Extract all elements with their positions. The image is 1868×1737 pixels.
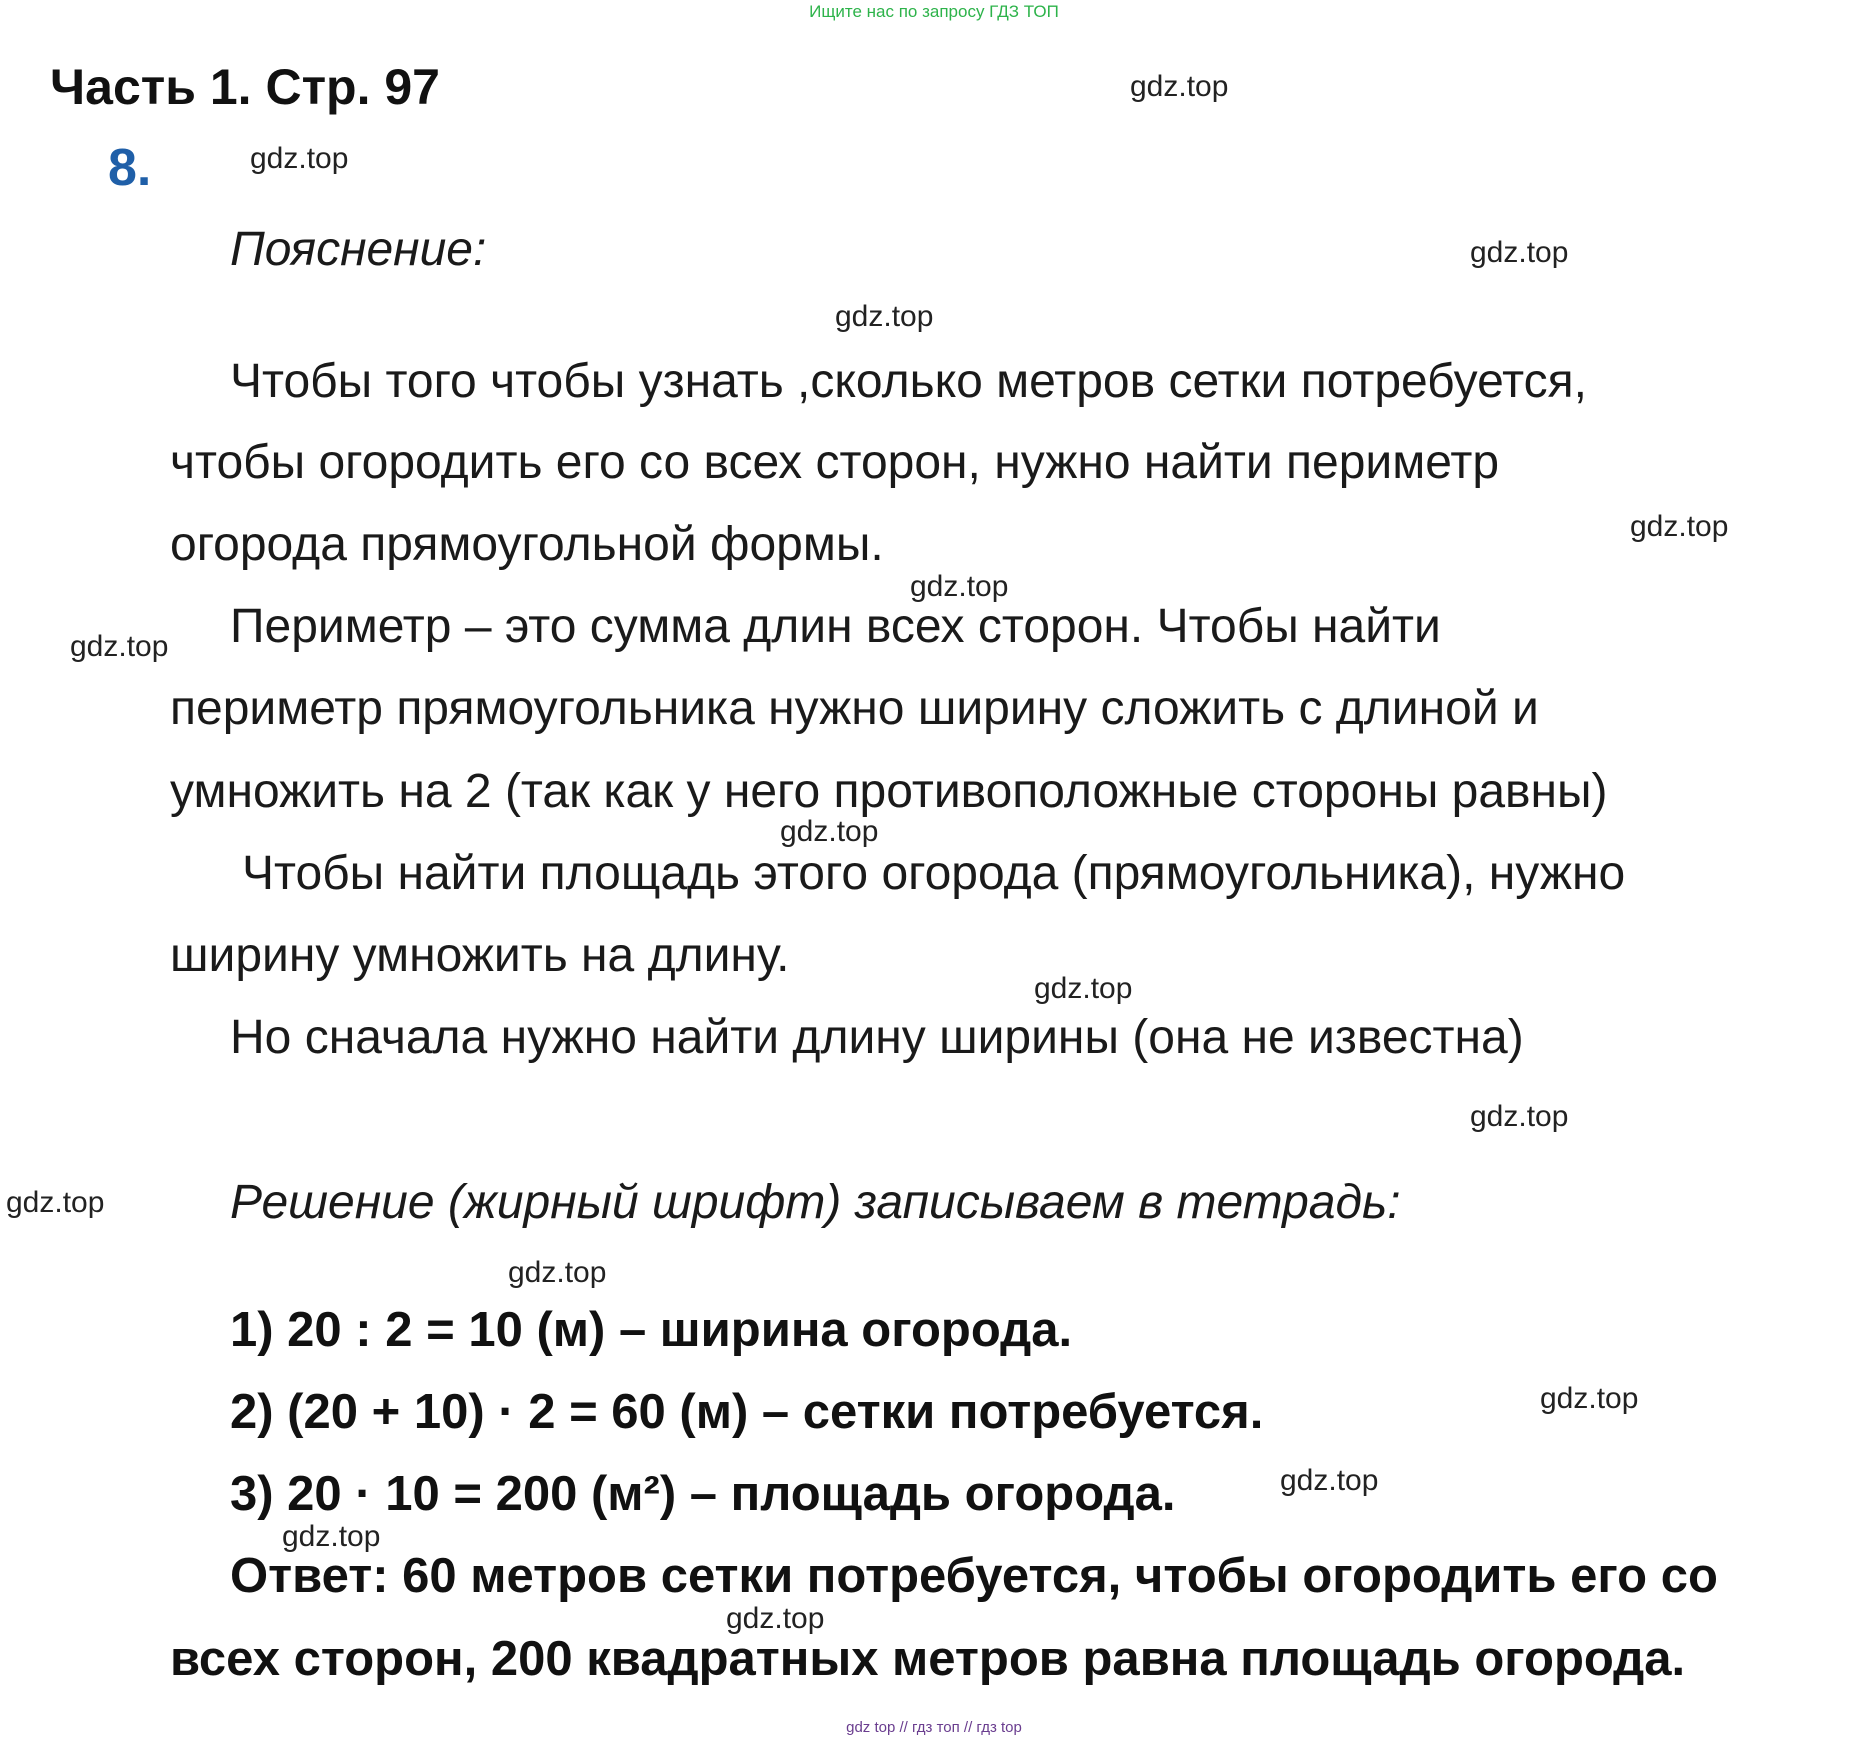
watermark: gdz.top	[6, 1186, 105, 1219]
footer-links: gdz top // гдз топ // гдз top	[846, 1719, 1022, 1736]
watermark: gdz.top	[282, 1520, 381, 1553]
watermark: gdz.top	[250, 142, 349, 175]
watermark: gdz.top	[1540, 1382, 1639, 1415]
top-banner: Ищите нас по запросу ГДЗ ТОП	[809, 2, 1059, 21]
solution-step: 2) (20 + 10) · 2 = 60 (м) – сетки потребуется.	[230, 1385, 1264, 1439]
watermark: gdz.top	[1470, 1100, 1569, 1133]
explanation-title: Пояснение:	[230, 223, 487, 276]
watermark: gdz.top	[1630, 510, 1729, 543]
watermark: gdz.top	[910, 570, 1009, 603]
explanation-line: ширину умножить на длину.	[170, 929, 790, 982]
task-number: 8.	[108, 139, 152, 197]
answer-line: всех сторон, 200 квадратных метров равна площадь огорода.	[170, 1632, 1686, 1686]
explanation-line: Но сначала нужно найти длину ширины (она не известна)	[230, 1011, 1524, 1064]
explanation-line: огорода прямоугольной формы.	[170, 518, 884, 571]
solution-title: Решение (жирный шрифт) записываем в тетрадь:	[230, 1176, 1401, 1229]
watermark: gdz.top	[780, 815, 879, 848]
watermark: gdz.top	[70, 630, 169, 663]
explanation-line: Чтобы того чтобы узнать ,сколько метров сетки потребуется,	[230, 355, 1587, 408]
watermark: gdz.top	[1130, 70, 1229, 103]
solution-step: 1) 20 : 2 = 10 (м) – ширина огорода.	[230, 1303, 1073, 1357]
watermark: gdz.top	[835, 300, 934, 333]
page-heading: Часть 1. Стр. 97	[50, 59, 440, 115]
solution-step: 3) 20 · 10 = 200 (м²) – площадь огорода.	[230, 1467, 1176, 1521]
explanation-line: умножить на 2 (так как у него противоположные стороны равны)	[170, 765, 1608, 818]
watermark: gdz.top	[508, 1256, 607, 1289]
answer-line: Ответ: 60 метров сетки потребуется, чтобы огородить его со	[230, 1549, 1718, 1603]
watermark: gdz.top	[1034, 972, 1133, 1005]
explanation-line: периметр прямоугольника нужно ширину сложить с длиной и	[170, 682, 1539, 735]
watermark: gdz.top	[1470, 236, 1569, 269]
explanation-line: Чтобы найти площадь этого огорода (прямоугольника), нужно	[242, 847, 1626, 900]
explanation-line: Периметр – это сумма длин всех сторон. Чтобы найти	[230, 600, 1441, 653]
watermark: gdz.top	[726, 1602, 825, 1635]
watermark: gdz.top	[1280, 1464, 1379, 1497]
explanation-line: чтобы огородить его со всех сторон, нужно найти периметр	[170, 436, 1500, 489]
